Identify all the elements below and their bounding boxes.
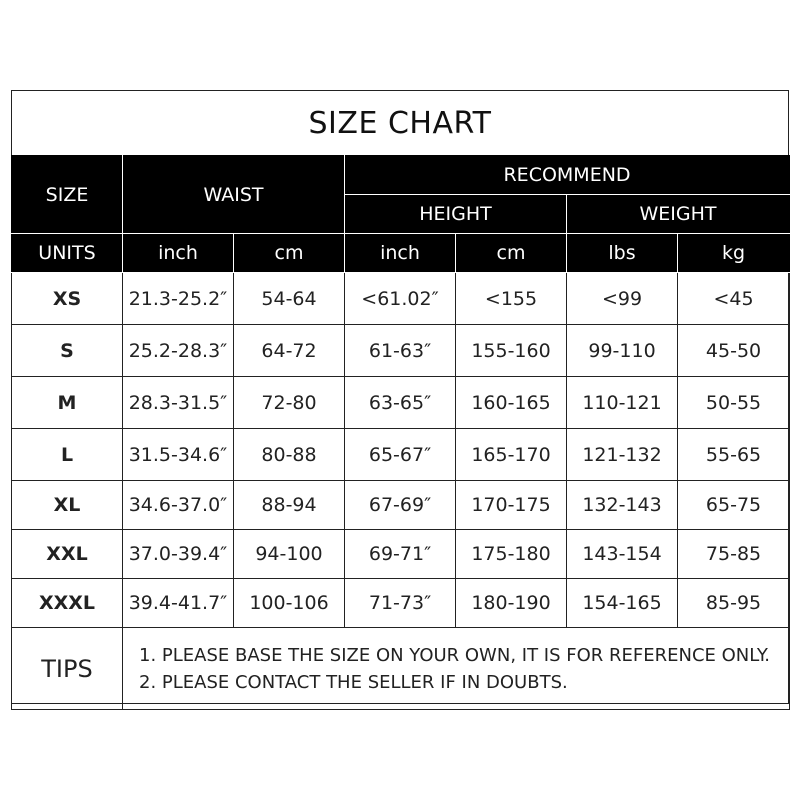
height-inch-cell: 63-65″ (345, 377, 456, 429)
height-inch-cell: 65-67″ (345, 429, 456, 481)
size-cell: L (12, 429, 123, 481)
size-table (11, 155, 790, 710)
table-row (12, 429, 790, 481)
height-cm-cell: <155 (456, 273, 567, 325)
weight-lbs-cell: 154-165 (567, 579, 678, 628)
height-inch-cell: 67-69″ (345, 481, 456, 530)
units-header: UNITS (12, 234, 123, 273)
height-cm-cell: 170-175 (456, 481, 567, 530)
tips-label: TIPS (12, 628, 123, 710)
table-row (12, 273, 790, 325)
recommend-header: RECOMMEND (345, 156, 790, 195)
tips-text (123, 628, 790, 710)
waist-cm-cell: 80-88 (234, 429, 345, 481)
height-inch-cell: 61-63″ (345, 325, 456, 377)
table-row (12, 377, 790, 429)
weight-lbs-cell: 99-110 (567, 325, 678, 377)
waist-cm-cell: 100-106 (234, 579, 345, 628)
waist-inch-cell: 21.3-25.2″ (123, 273, 234, 325)
waist-cm-cell: 88-94 (234, 481, 345, 530)
weight-kg-cell: <45 (678, 273, 790, 325)
weight-lbs-cell: 110-121 (567, 377, 678, 429)
size-cell: M (12, 377, 123, 429)
size-cell: XL (12, 481, 123, 530)
height-cm-cell: 160-165 (456, 377, 567, 429)
weight-kg-cell: 45-50 (678, 325, 790, 377)
unit-label: inch (345, 234, 456, 273)
waist-inch-cell: 34.6-37.0″ (123, 481, 234, 530)
size-cell: XXL (12, 530, 123, 579)
waist-cm-cell: 64-72 (234, 325, 345, 377)
weight-lbs-cell: 143-154 (567, 530, 678, 579)
weight-lbs-cell: 132-143 (567, 481, 678, 530)
height-cm-cell: 155-160 (456, 325, 567, 377)
unit-label: kg (678, 234, 790, 273)
unit-label: cm (234, 234, 345, 273)
weight-kg-cell: 50-55 (678, 377, 790, 429)
size-cell: XS (12, 273, 123, 325)
height-inch-cell: <61.02″ (345, 273, 456, 325)
weight-lbs-cell: 121-132 (567, 429, 678, 481)
height-inch-cell: 69-71″ (345, 530, 456, 579)
size-cell: XXXL (12, 579, 123, 628)
tip-line: 2. PLEASE CONTACT THE SELLER IF IN DOUBTS. (139, 671, 568, 693)
weight-header: WEIGHT (567, 195, 790, 234)
waist-inch-cell: 37.0-39.4″ (123, 530, 234, 579)
weight-kg-cell: 85-95 (678, 579, 790, 628)
waist-cm-cell: 54-64 (234, 273, 345, 325)
weight-kg-cell: 55-65 (678, 429, 790, 481)
waist-inch-cell: 25.2-28.3″ (123, 325, 234, 377)
waist-header: WAIST (123, 156, 345, 234)
size-cell: S (12, 325, 123, 377)
weight-kg-cell: 65-75 (678, 481, 790, 530)
waist-inch-cell: 39.4-41.7″ (123, 579, 234, 628)
tips-row (12, 628, 790, 710)
waist-cm-cell: 72-80 (234, 377, 345, 429)
size-chart (11, 90, 789, 704)
height-cm-cell: 180-190 (456, 579, 567, 628)
table-row (12, 325, 790, 377)
weight-lbs-cell: <99 (567, 273, 678, 325)
chart-title: SIZE CHART (308, 105, 492, 141)
unit-label: inch (123, 234, 234, 273)
table-row (12, 530, 790, 579)
tip-line: 1. PLEASE BASE THE SIZE ON YOUR OWN, IT IS FOR REFERENCE ONLY. (139, 644, 770, 666)
height-cm-cell: 165-170 (456, 429, 567, 481)
table-row (12, 481, 790, 530)
unit-label: cm (456, 234, 567, 273)
waist-inch-cell: 31.5-34.6″ (123, 429, 234, 481)
table-row (12, 579, 790, 628)
weight-kg-cell: 75-85 (678, 530, 790, 579)
height-cm-cell: 175-180 (456, 530, 567, 579)
size-header: SIZE (12, 156, 123, 234)
waist-cm-cell: 94-100 (234, 530, 345, 579)
unit-label: lbs (567, 234, 678, 273)
height-inch-cell: 71-73″ (345, 579, 456, 628)
height-header: HEIGHT (345, 195, 567, 234)
waist-inch-cell: 28.3-31.5″ (123, 377, 234, 429)
